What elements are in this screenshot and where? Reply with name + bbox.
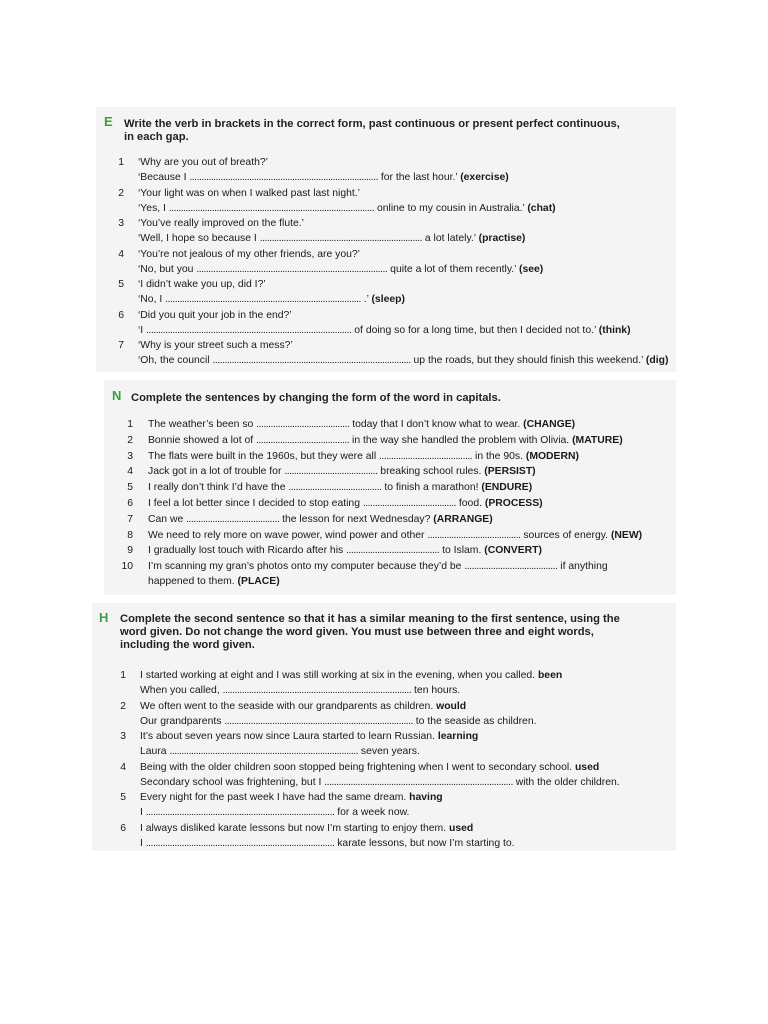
item-text: The weather’s been so xyxy=(148,419,257,430)
item-number: 9 xyxy=(127,545,133,557)
answer-gap: ....................................... xyxy=(284,466,378,478)
exercise-item xyxy=(121,559,608,589)
answer-gap: ....................................... xyxy=(256,434,350,446)
exercise-item xyxy=(118,277,405,307)
item-text: I’m scanning my gran’s photos onto my computer because they’d be xyxy=(148,561,465,573)
instruction-line: in each gap. xyxy=(124,131,189,143)
item-number: 6 xyxy=(118,309,124,321)
item-text: with the older children. xyxy=(512,776,620,788)
item-line xyxy=(138,216,525,231)
answer-gap: ................................................................................ xyxy=(196,263,388,275)
item-text: Our grandparents xyxy=(140,715,225,727)
item-prompt: ‘Why is your street such a mess?’ xyxy=(138,340,293,351)
item-line xyxy=(138,231,525,246)
answer-gap: ............................................................................... xyxy=(224,715,413,727)
item-number: 1 xyxy=(118,157,124,168)
item-keyword: (dig) xyxy=(645,355,669,366)
item-text: today that I don’t know what to wear. xyxy=(349,419,524,430)
exercise-item xyxy=(127,512,493,527)
item-number: 5 xyxy=(118,279,124,290)
item-line xyxy=(148,559,608,574)
item-keyword: (practise) xyxy=(478,233,526,244)
item-keyword: (ENDURE) xyxy=(481,482,533,494)
item-keyword: used xyxy=(448,822,474,834)
item-line xyxy=(140,714,537,729)
item-text: The flats were built in the 1960s, but they were all xyxy=(148,450,380,462)
item-line xyxy=(148,449,579,464)
item-prompt: ‘You’ve really improved on the flute.’ xyxy=(138,218,304,229)
item-text: ‘I xyxy=(138,324,147,336)
item-number: 1 xyxy=(120,670,126,681)
item-line xyxy=(140,790,443,805)
item-prompt: ‘Your light was on when I walked past last night.’ xyxy=(138,187,360,199)
exercise-item xyxy=(120,790,443,820)
item-keyword: (see) xyxy=(518,263,544,275)
item-text: ‘No, I xyxy=(138,294,166,305)
item-line xyxy=(148,496,543,511)
answer-gap: ............................................................................... xyxy=(324,776,513,788)
item-line xyxy=(138,155,509,170)
item-line xyxy=(138,247,543,262)
item-line xyxy=(138,170,509,185)
exercise-item xyxy=(118,308,631,338)
item-line xyxy=(138,338,668,353)
item-text: Jack got in a lot of trouble for xyxy=(148,466,285,478)
item-text: I xyxy=(140,837,146,849)
item-text: I gradually lost touch with Ricardo after his xyxy=(148,545,347,557)
item-keyword: (think) xyxy=(598,324,631,336)
item-text: in the way she handled the problem with Olivia. xyxy=(349,434,573,446)
item-text: to the seaside as children. xyxy=(412,715,537,727)
item-text: It’s about seven years now since Laura started to learn Russian. xyxy=(140,731,438,742)
item-text: the lesson for next Wednesday? xyxy=(279,513,434,525)
item-text: We often went to the seaside with our grandparents as children. xyxy=(140,700,437,712)
item-text: food. xyxy=(455,498,485,509)
item-prompt: ‘Why are you out of breath?’ xyxy=(138,157,268,168)
item-text: ‘Because I xyxy=(138,172,190,183)
item-number: 5 xyxy=(127,482,133,494)
section-h-letter: H xyxy=(99,610,109,625)
item-text: to Islam. xyxy=(439,545,485,557)
exercise-item xyxy=(118,216,526,246)
exercise-item xyxy=(120,760,620,790)
item-number: 6 xyxy=(127,498,133,509)
item-text: sources of energy. xyxy=(520,529,611,541)
exercise-item xyxy=(118,338,669,368)
item-text: ‘Well, I hope so because I xyxy=(138,233,260,244)
item-number: 7 xyxy=(127,513,133,525)
answer-gap: ............................................................................... xyxy=(169,746,359,757)
exercise-item xyxy=(118,247,544,277)
item-number: 1 xyxy=(127,419,133,430)
answer-gap: ....................................... xyxy=(362,498,456,509)
item-text: if anything xyxy=(557,561,608,573)
item-line xyxy=(140,821,515,836)
item-prompt: ‘You’re not jealous of my other friends, are you?’ xyxy=(138,248,360,260)
exercise-item xyxy=(127,417,576,432)
item-keyword: used xyxy=(574,761,600,773)
item-line xyxy=(140,744,478,759)
item-keyword: having xyxy=(409,792,443,803)
item-line xyxy=(138,292,405,307)
item-line xyxy=(138,353,668,368)
item-line xyxy=(140,699,537,714)
item-text: I always disliked karate lessons but now I’m starting to enjoy them. xyxy=(140,822,449,834)
item-number: 3 xyxy=(127,450,133,462)
item-prompt: ‘I didn’t wake you up, did I?’ xyxy=(138,279,266,290)
item-number: 10 xyxy=(121,561,133,573)
answer-gap: ............................................................................... xyxy=(189,172,378,183)
item-text: We need to rely more on wave power, wind power and other xyxy=(148,529,428,541)
item-text: Being with the older children soon stopped being frightening when I went to secondary school. xyxy=(140,761,575,773)
item-line xyxy=(138,323,631,338)
item-line xyxy=(138,262,543,277)
item-line xyxy=(140,729,478,744)
item-line xyxy=(140,668,562,683)
item-line xyxy=(148,528,642,543)
item-keyword: (CHANGE) xyxy=(523,419,576,430)
item-text: breaking school rules. xyxy=(377,466,485,478)
item-text: of doing so for a long time, but then I decided not to.’ xyxy=(351,324,599,336)
item-number: 4 xyxy=(127,466,133,478)
item-keyword: been xyxy=(537,670,563,681)
exercise-item xyxy=(120,821,515,851)
item-keyword: would xyxy=(436,700,467,712)
item-text: .’ xyxy=(360,294,372,305)
instruction-line: Complete the second sentence so that it has a similar meaning to the first sentence, using the xyxy=(120,613,620,625)
item-keyword: (PROCESS) xyxy=(484,498,543,509)
item-line xyxy=(148,464,536,479)
instruction-line: Write the verb in brackets in the correct form, past continuous or present perfect continuous, xyxy=(124,118,620,130)
item-keyword: (sleep) xyxy=(371,294,405,305)
item-text: ‘Yes, I xyxy=(138,202,169,214)
item-line xyxy=(138,308,631,323)
instruction-line: including the word given. xyxy=(120,639,255,651)
item-text: Every night for the past week I have had the same dream. xyxy=(140,792,410,803)
answer-gap: ....................................... xyxy=(427,529,521,541)
exercise-item xyxy=(127,496,543,511)
item-number: 6 xyxy=(120,822,126,834)
item-number: 3 xyxy=(118,218,124,229)
exercise-item xyxy=(127,480,533,495)
item-keyword: (ARRANGE) xyxy=(433,513,493,525)
item-text: to finish a marathon! xyxy=(381,482,482,494)
item-line xyxy=(140,760,620,775)
item-keyword: (PERSIST) xyxy=(484,466,536,478)
item-number: 4 xyxy=(120,761,126,773)
answer-gap: ................................................................................... xyxy=(212,355,411,366)
item-text: online to my cousin in Australia.’ xyxy=(374,202,528,214)
answer-gap: ....................................... xyxy=(256,419,350,430)
item-keyword: (MATURE) xyxy=(572,434,623,446)
item-text: a lot lately.’ xyxy=(422,233,479,244)
item-keyword: (NEW) xyxy=(610,529,643,541)
exercise-item xyxy=(120,668,563,698)
exercise-item xyxy=(127,433,623,448)
item-keyword: (exercise) xyxy=(460,172,509,183)
item-text: up the roads, but they should finish this weekend.’ xyxy=(410,355,646,366)
exercise-item xyxy=(118,155,509,185)
item-keyword: (MODERN) xyxy=(525,450,579,462)
item-text: ‘No, but you xyxy=(138,263,197,275)
item-line xyxy=(138,186,556,201)
item-text: I xyxy=(140,807,146,818)
item-line xyxy=(148,512,493,527)
item-number: 5 xyxy=(120,792,126,803)
item-text: karate lessons, but now I’m starting to. xyxy=(334,837,515,849)
exercise-item xyxy=(120,729,479,759)
section-e-instruction xyxy=(124,118,620,144)
item-line xyxy=(140,836,515,851)
item-text: I really don’t think I’d have the xyxy=(148,482,289,494)
item-number: 7 xyxy=(118,340,124,351)
item-number: 2 xyxy=(127,434,133,446)
exercise-item xyxy=(120,699,537,729)
item-number: 3 xyxy=(120,731,126,742)
answer-gap: ....................................... xyxy=(464,561,558,573)
item-line xyxy=(148,543,542,558)
item-text: in the 90s. xyxy=(472,450,526,462)
item-line xyxy=(148,480,532,495)
section-n-letter: N xyxy=(112,388,122,403)
item-text: happened to them. xyxy=(148,576,238,588)
item-text: Can we xyxy=(148,513,187,525)
item-text: ten hours. xyxy=(411,685,461,696)
item-text: quite a lot of them recently.’ xyxy=(387,263,519,275)
item-keyword: (PLACE) xyxy=(237,576,280,588)
answer-gap: .................................................................... xyxy=(259,233,422,244)
answer-gap: ...................................................................................... xyxy=(146,324,352,336)
answer-gap: ....................................... xyxy=(288,482,382,494)
item-text: for the last hour.’ xyxy=(377,172,461,183)
item-keyword: learning xyxy=(437,731,479,742)
section-n-instruction: Complete the sentences by changing the form of the word in capitals. xyxy=(131,392,501,404)
item-keyword: (chat) xyxy=(527,202,556,214)
item-line xyxy=(140,683,562,698)
answer-gap: ............................................................................... xyxy=(222,685,412,696)
answer-gap: ....................................... xyxy=(379,450,473,462)
exercise-item xyxy=(127,449,579,464)
exercise-item xyxy=(127,464,536,479)
item-text: seven years. xyxy=(358,746,420,757)
item-text: Secondary school was frightening, but I xyxy=(140,776,325,788)
exercise-item xyxy=(127,543,542,558)
item-prompt: ‘Did you quit your job in the end?’ xyxy=(138,309,292,321)
item-line xyxy=(148,574,608,589)
item-line xyxy=(138,277,405,292)
item-line xyxy=(140,775,620,790)
answer-gap: ...................................................................................... xyxy=(168,202,375,214)
section-e-letter: E xyxy=(104,114,113,129)
item-line xyxy=(148,433,623,448)
item-text: When you called, xyxy=(140,685,223,696)
answer-gap: ....................................... xyxy=(346,545,440,557)
section-h-instruction xyxy=(120,613,620,652)
item-text: ‘Oh, the council xyxy=(138,355,213,366)
item-number: 2 xyxy=(120,700,126,712)
item-text: for a week now. xyxy=(334,807,410,818)
answer-gap: ....................................... xyxy=(186,513,280,525)
answer-gap: ............................................................................... xyxy=(145,837,335,849)
item-number: 4 xyxy=(118,248,124,260)
instruction-line: word given. Do not change the word given. You must use between three and eight words, xyxy=(120,626,594,638)
item-line xyxy=(140,805,443,820)
item-text: I feel a lot better since I decided to stop eating xyxy=(148,498,363,509)
exercise-item xyxy=(127,528,643,543)
item-line xyxy=(148,417,575,432)
item-number: 8 xyxy=(127,529,133,541)
answer-gap: ............................................................................... xyxy=(145,807,335,818)
item-text: Laura xyxy=(140,746,170,757)
item-text: I started working at eight and I was still working at six in the evening, when you called. xyxy=(140,670,538,681)
item-text: Bonnie showed a lot of xyxy=(148,434,257,446)
item-line xyxy=(138,201,556,216)
item-number: 2 xyxy=(118,187,124,199)
item-keyword: (CONVERT) xyxy=(484,545,542,557)
exercise-item xyxy=(118,186,556,216)
answer-gap: .................................................................................. xyxy=(165,294,361,305)
